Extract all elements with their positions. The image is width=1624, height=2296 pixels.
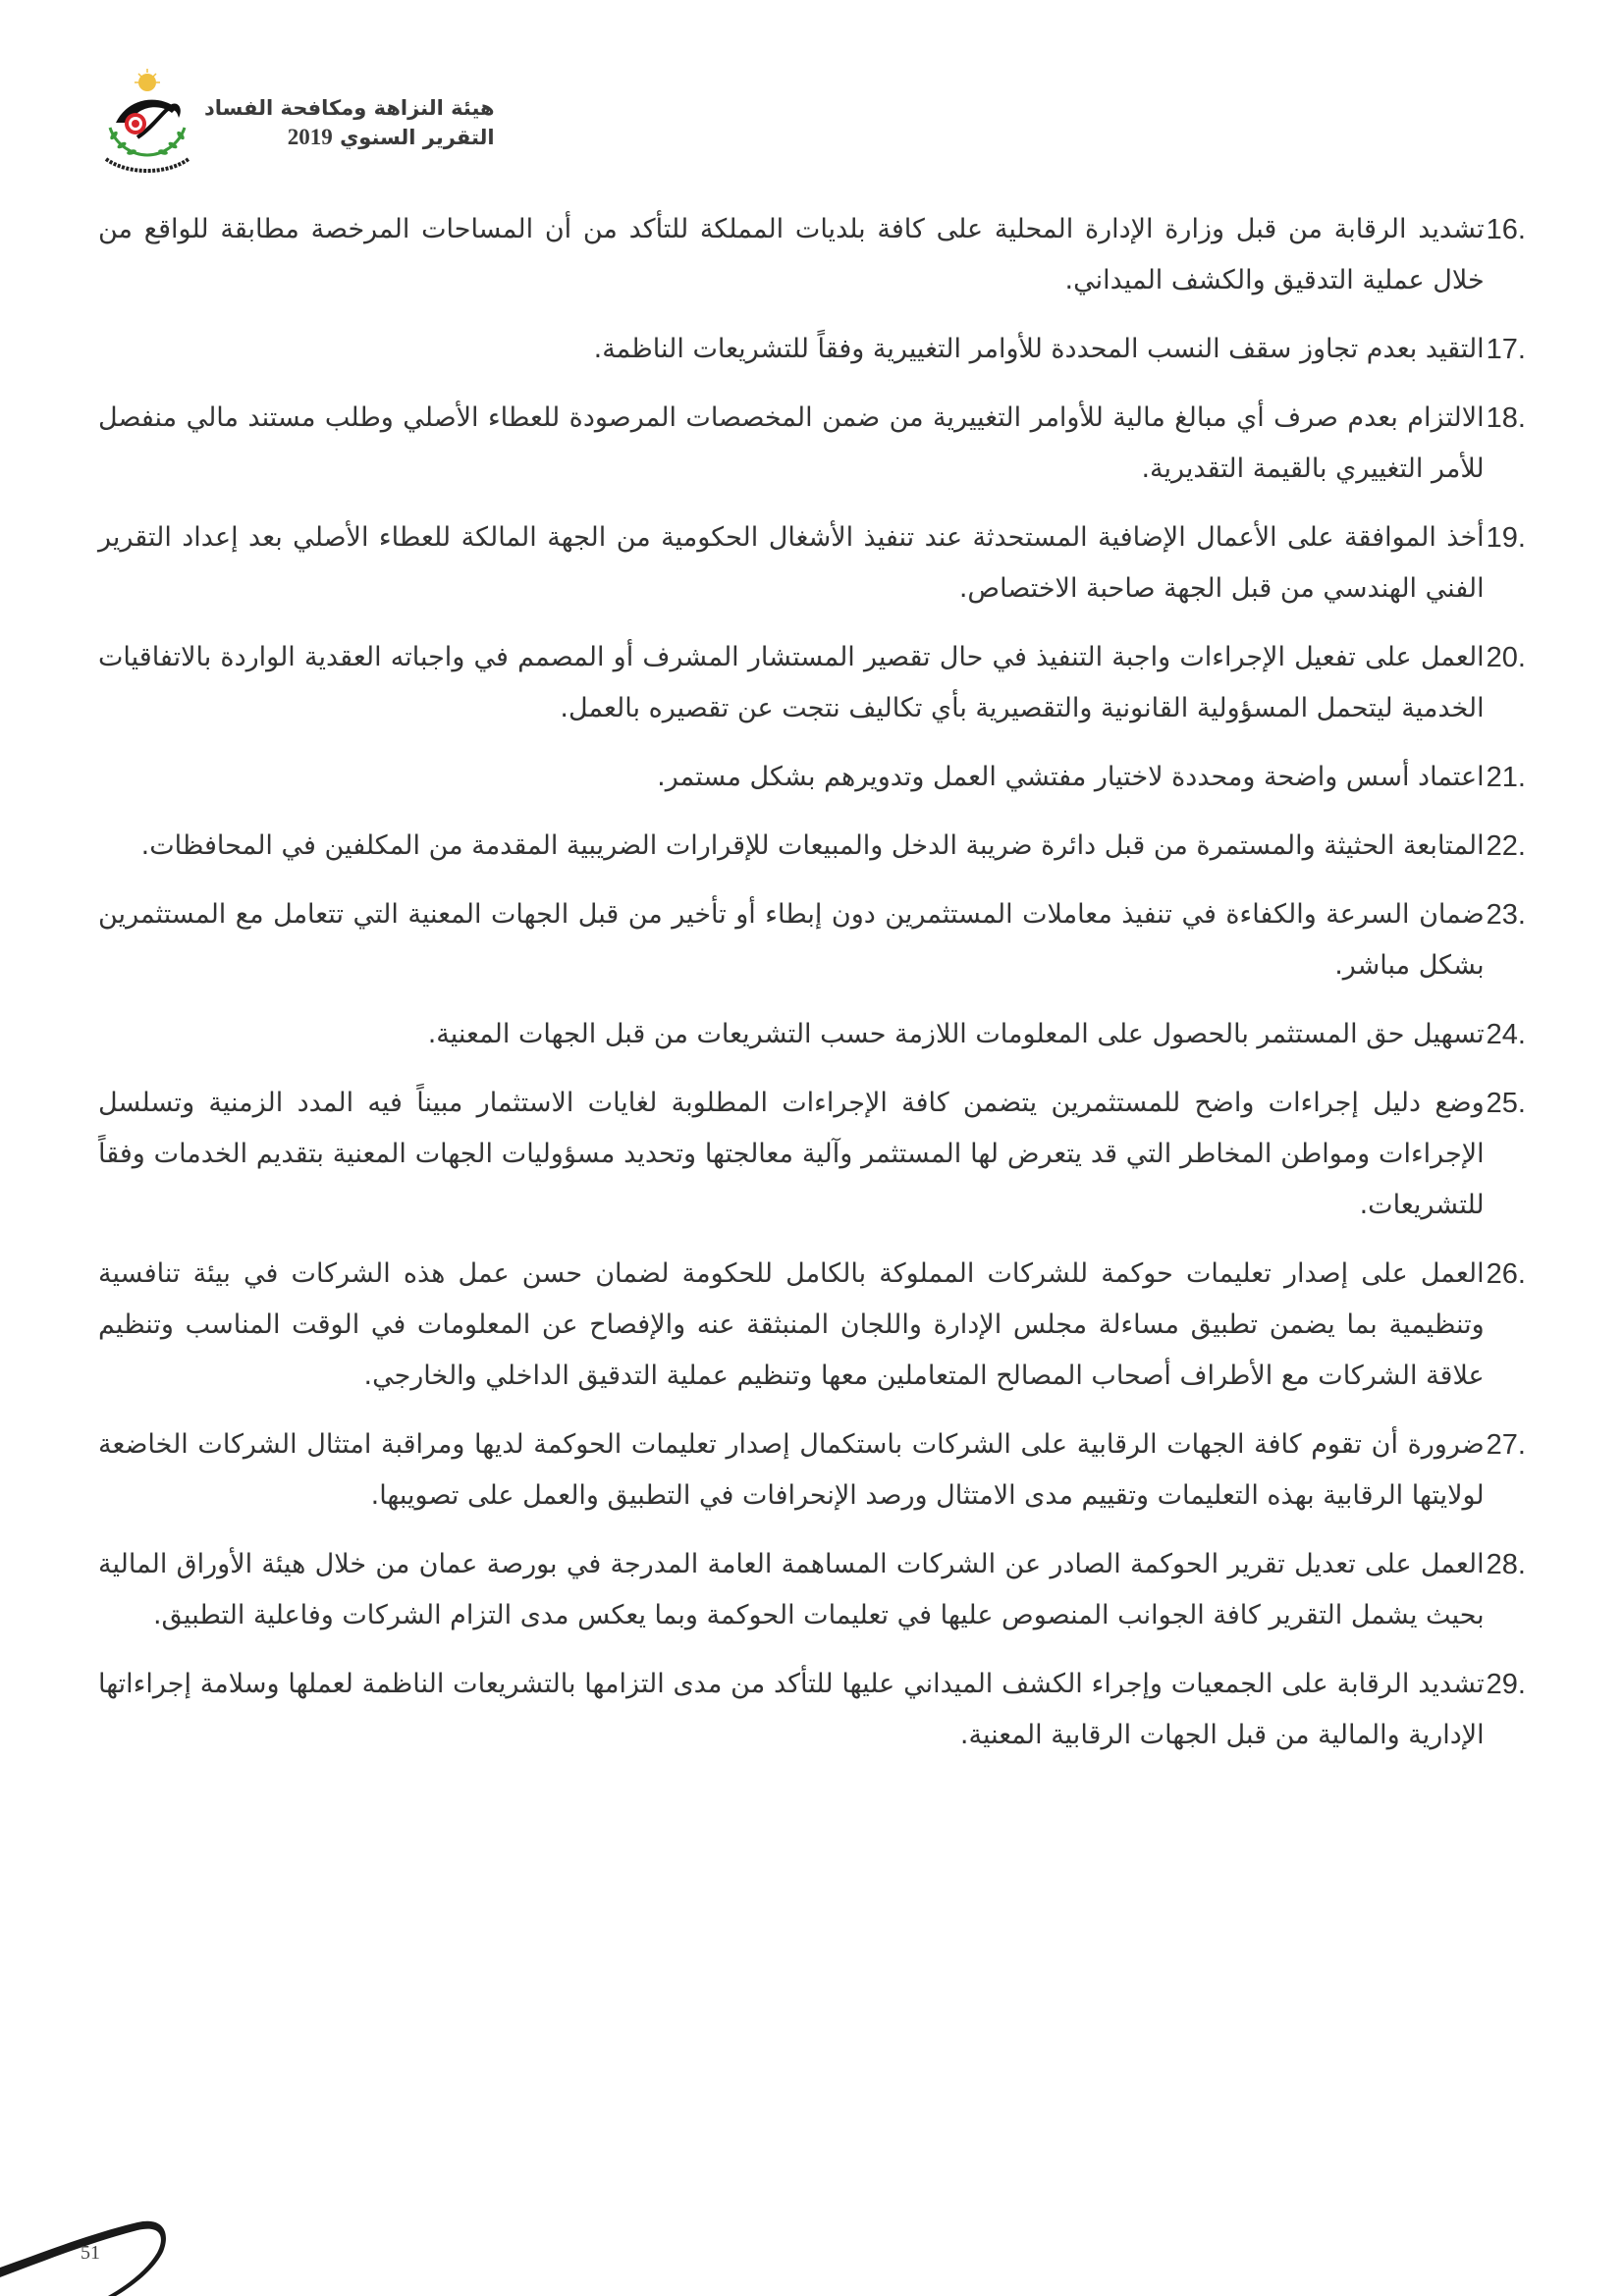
item-text: أخذ الموافقة على الأعمال الإضافية المستحدثة عند تنفيذ الأشغال الحكومية من الجهة المالكة للعطاء الأصلي بعد إعداد التقرير الفني الهندسي من قبل الجهة صاحبة الاختصاص. [98,522,1485,604]
item-number: 19. [1486,522,1526,554]
recommendations-list [98,204,1526,1761]
item-text: وضع دليل إجراءات واضح للمستثمرين يتضمن كافة الإجراءات المطلوبة لغايات الاستثمار مبيناً فيه المدد الزمنية وتسلسل الإجراءات ومواطن المخاطر التي قد يتعرض لها المستثمر وآلية معالجتها وتحديد مسؤوليات الجهات المعنية بتقديم الخدمات وفقاً للتشريعات. [98,1088,1485,1220]
list-item [98,1419,1526,1522]
item-number: 28. [1486,1549,1526,1580]
item-number: 20. [1486,642,1526,673]
report-year: 2019 [287,125,333,149]
list-item [98,889,1526,991]
list-item [98,1539,1526,1641]
item-text: ضرورة أن تقوم كافة الجهات الرقابية على الشركات باستكمال إصدار تعليمات الحوكمة لديها ومراقبة امتثال الشركات الخاضعة لولايتها الرقابية بهذه التعليمات وتقييم مدى الامتثال ورصد الإنحرافات في التطبيق والعمل على تصويبها. [98,1429,1485,1511]
item-text: التقيد بعدم تجاوز سقف النسب المحددة للأوامر التغييرية وفقاً للتشريعات الناظمة. [593,334,1485,364]
item-text: المتابعة الحثيثة والمستمرة من قبل دائرة ضريبة الدخل والمبيعات للإقرارات الضريبية المقدمة من المكلفين في المحافظات. [140,830,1485,861]
list-item [98,1659,1526,1761]
item-number: 18. [1486,402,1526,434]
item-number: 16. [1486,214,1526,245]
list-item [98,632,1526,734]
item-number: 17. [1486,334,1526,365]
list-item [98,512,1526,614]
recommendations-section [98,204,1526,1779]
item-number: 25. [1486,1088,1526,1119]
item-text: تسهيل حق المستثمر بالحصول على المعلومات اللازمة حسب التشريعات من قبل الجهات المعنية. [427,1019,1485,1049]
page-number: 51 [81,2242,100,2264]
item-number: 24. [1486,1019,1526,1050]
item-number: 21. [1486,762,1526,793]
integrity-commission-logo-icon [98,69,196,177]
list-item [98,204,1526,306]
item-text: العمل على إصدار تعليمات حوكمة للشركات المملوكة بالكامل للحكومة لضمان حسن عمل هذه الشركات في بيئة تنافسية وتنظيمية بما يضمن تطبيق مساءلة مجلس الإدارة واللجان المنبثقة عنه والإفصاح عن المعلومات في الوقت المناسب وتنظيم علاقة الشركات مع الأطراف أصحاب المصالح المتعاملين معها وتنظيم عملية التدقيق الداخلي والخارجي. [98,1258,1485,1391]
item-text: العمل على تفعيل الإجراءات واجبة التنفيذ في حال تقصير المستشار المشرف أو المصمم في واجباته العقدية الواردة بالاتفاقيات الخدمية ليتحمل المسؤولية القانونية والتقصيرية بأي تكاليف نتجت عن تقصيره بالعمل. [98,642,1485,723]
list-item [98,752,1526,803]
page-header [98,69,495,177]
report-title-text: التقرير السنوي [340,126,495,149]
item-text: اعتماد أسس واضحة ومحددة لاختيار مفتشي العمل وتدويرهم بشكل مستمر. [657,762,1485,792]
item-text: ضمان السرعة والكفاءة في تنفيذ معاملات المستثمرين دون إبطاء أو تأخير من قبل الجهات المعنية التي تتعامل مع المستثمرين بشكل مباشر. [98,899,1485,981]
list-item [98,1009,1526,1060]
list-item [98,1249,1526,1402]
item-text: العمل على تعديل تقرير الحوكمة الصادر عن الشركات المساهمة العامة المدرجة في بورصة عمان من خلال هيئة الأوراق المالية بحيث يشمل التقرير كافة الجوانب المنصوص عليها في تعليمات الحوكمة وبما يعكس مدى التزام الشركات وفاعلية التطبيق. [98,1549,1485,1630]
list-item [98,1078,1526,1231]
item-number: 29. [1486,1669,1526,1700]
item-number: 22. [1486,830,1526,862]
item-text: تشديد الرقابة من قبل وزارة الإدارة المحلية على كافة بلديات المملكة للتأكد من أن المساحات المرخصة مطابقة للواقع من خلال عملية التدقيق والكشف الميداني. [98,214,1485,295]
list-item [98,393,1526,495]
item-text: الالتزام بعدم صرف أي مبالغ مالية للأوامر التغييرية من ضمن المخصصات المرصودة للعطاء الأصلي وطلب مستند مالي منفصل للأمر التغييري بالقيمة التقديرية. [98,402,1485,484]
list-item [98,821,1526,872]
item-number: 26. [1486,1258,1526,1290]
report-title [204,123,495,152]
item-number: 27. [1486,1429,1526,1461]
list-item [98,324,1526,375]
organization-name: هيئة النزاهة ومكافحة الفساد [204,96,495,120]
item-text: تشديد الرقابة على الجمعيات وإجراء الكشف الميداني عليها للتأكد من مدى التزامها بالتشريعات الناظمة لعملها وسلامة إجراءاتها الإدارية والمالية من قبل الجهات الرقابية المعنية. [98,1669,1485,1750]
item-number: 23. [1486,899,1526,931]
